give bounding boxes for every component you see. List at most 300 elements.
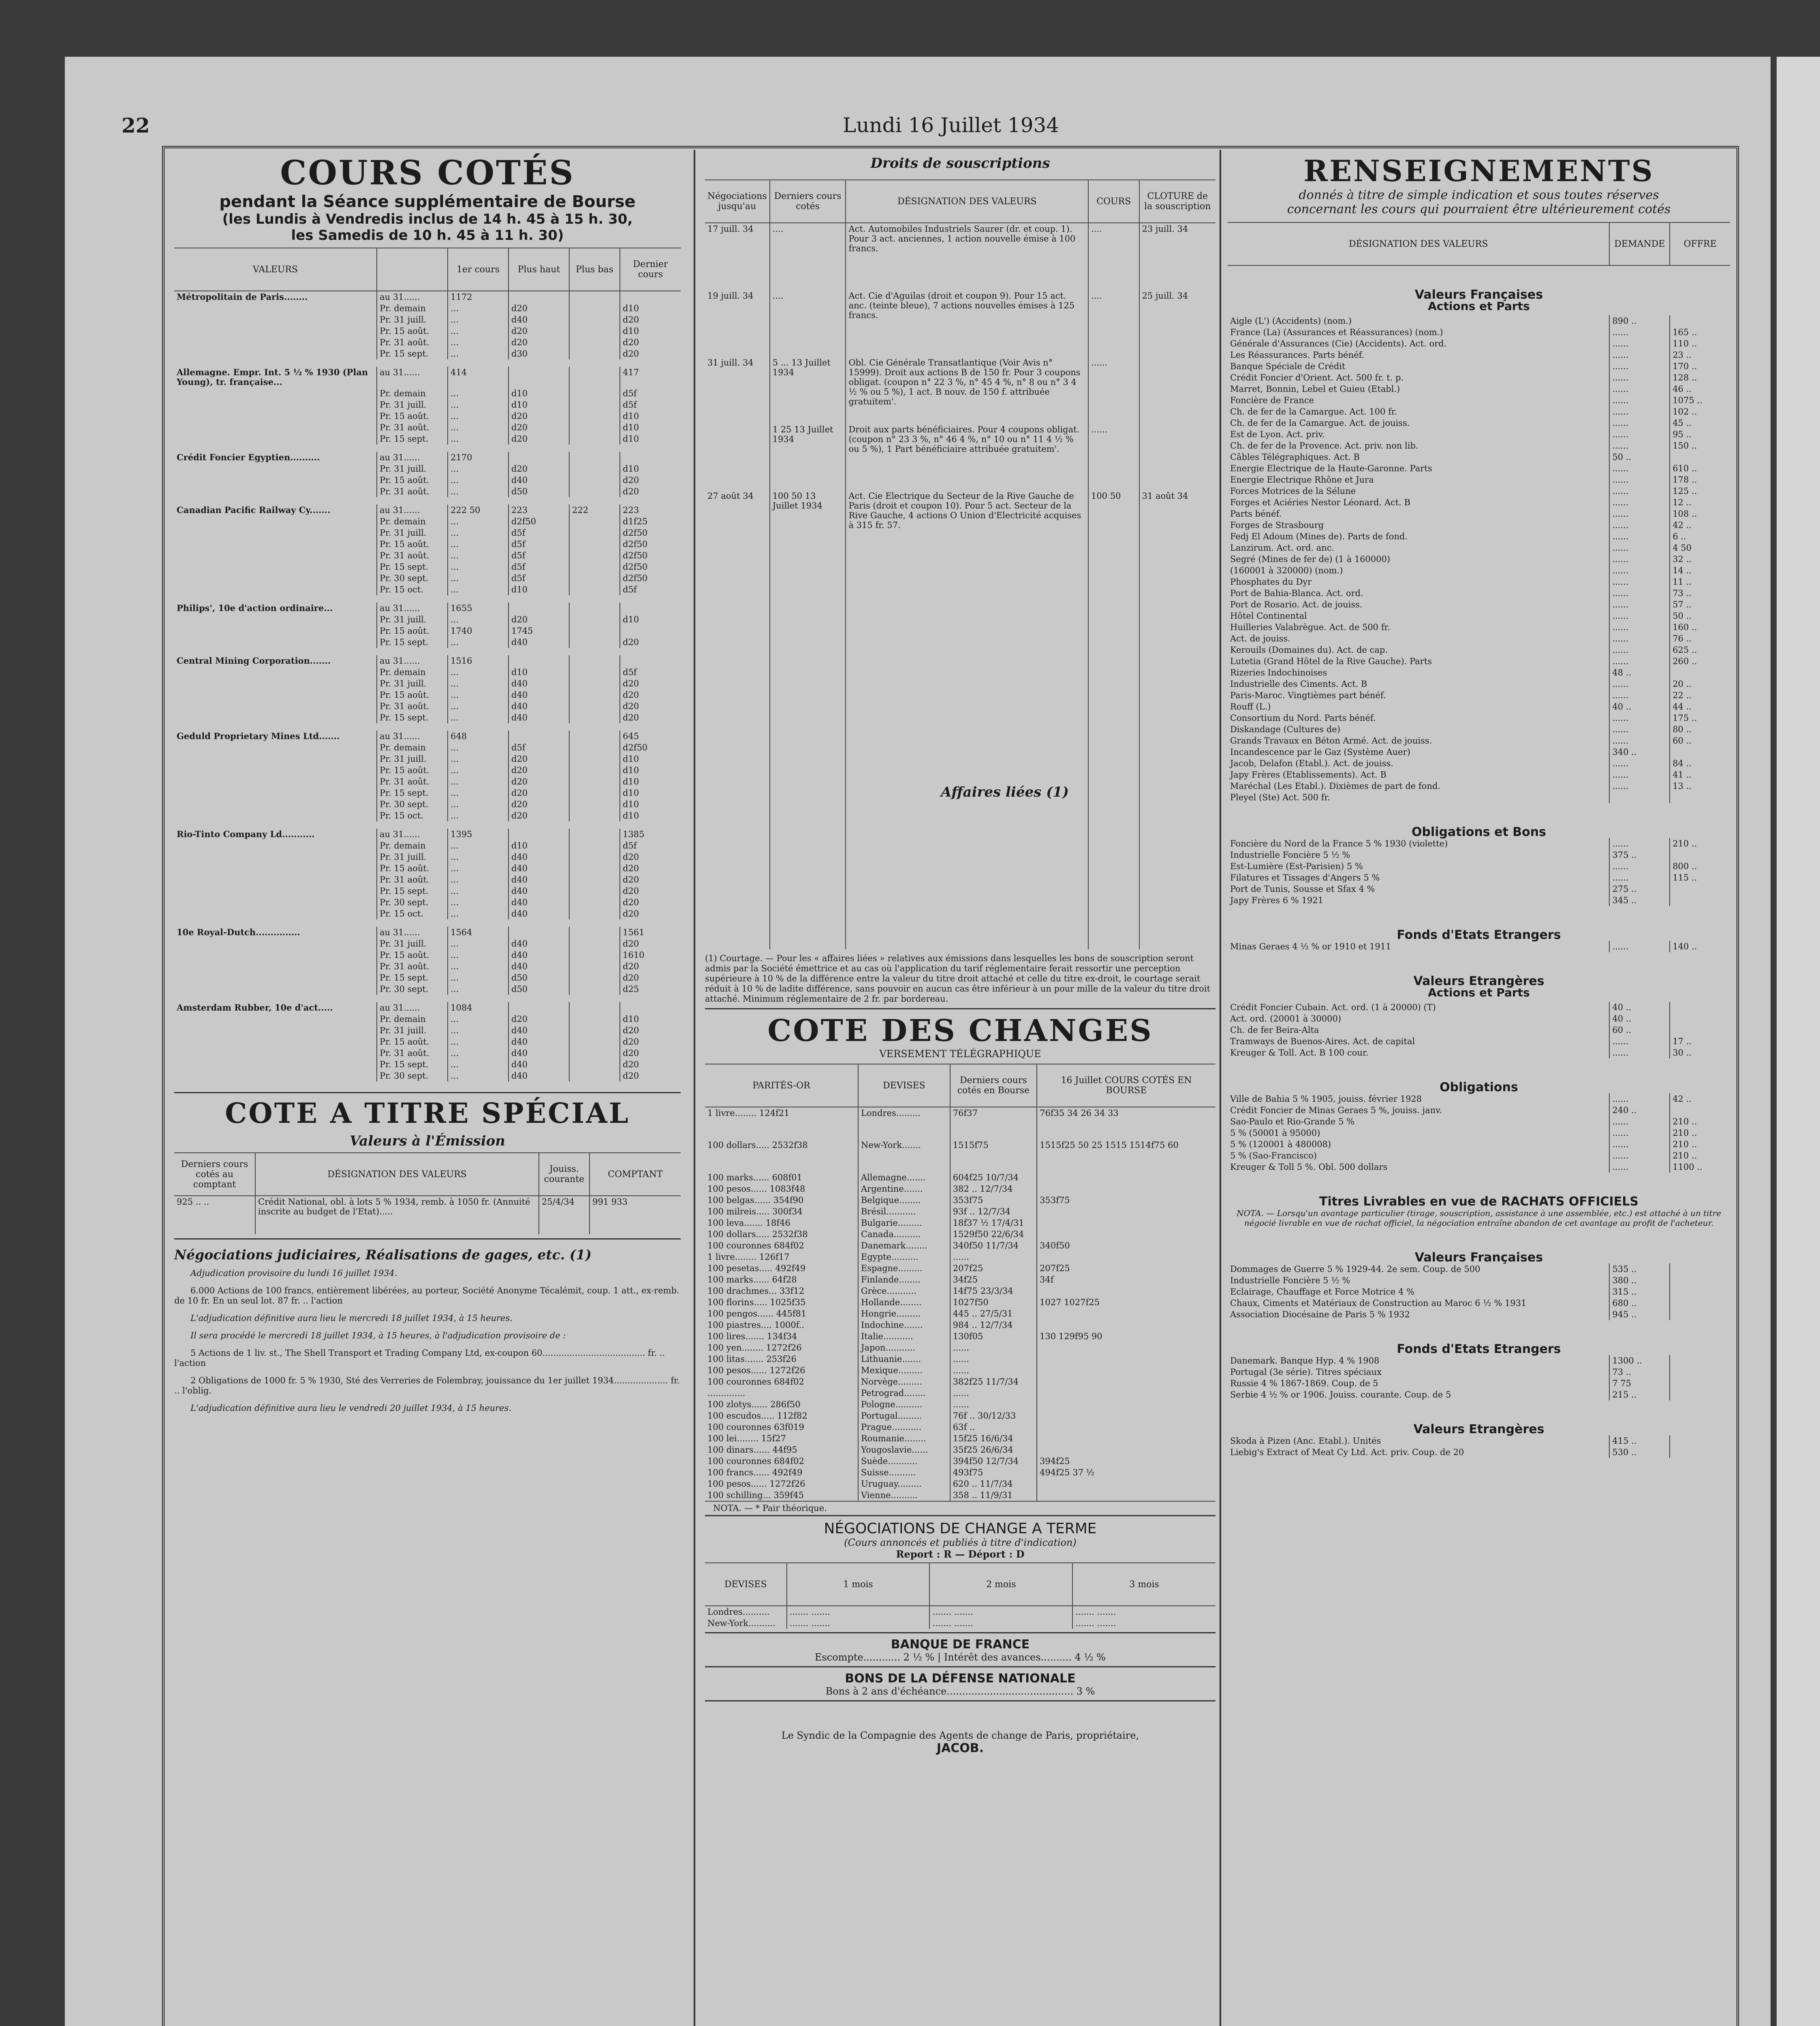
renseignement-cell: Port de Bahia-Blanca. Act. ord. (1230, 588, 1363, 598)
renseignement-cell: 108 .. (1670, 508, 1730, 519)
changes-cell: 394f25 (1037, 1455, 1215, 1467)
table-row (174, 388, 681, 399)
table-cell: d25 (620, 983, 681, 995)
table-row (1228, 883, 1730, 895)
table-cell (569, 452, 620, 463)
renseignement-cell: 23 .. (1670, 349, 1730, 361)
table-cell: d2f50 (620, 742, 681, 753)
valeur-name: Geduld Proprietary Mines Ltd....... (177, 731, 340, 741)
renseignement-cell: ...... (1609, 395, 1670, 406)
table-cell (569, 1059, 620, 1070)
renseignement-cell: 50 .. (1609, 451, 1670, 463)
table-row (705, 1433, 1215, 1444)
renseignement-cell: 160 .. (1670, 622, 1730, 633)
table-cell (569, 314, 620, 325)
table-row (1228, 758, 1730, 769)
droits-cell: Act. Cie d'Aguilas (droit et coupon 9). Pour 15 act. anc. (teinte bleue), 7 actions nouvelles émises à 125 francs. (846, 290, 1088, 357)
special-header: Jouiss. courante (539, 1153, 590, 1196)
valeur-name (174, 527, 377, 539)
renseignement-cell: 40 .. (1609, 1002, 1670, 1013)
table-cell (569, 972, 620, 983)
changes-cell (1037, 1490, 1215, 1501)
table-row (1228, 315, 1730, 327)
negociation-line: L'adjudication définitive aura lieu le vendredi 20 juillet 1934, à 15 heures. (190, 1403, 512, 1413)
table-cell: 222 50 (448, 504, 508, 516)
renseignement-cell: ...... (1609, 440, 1670, 451)
renseignement-cell: 680 .. (1609, 1297, 1670, 1309)
special-header: COMPTANT (590, 1153, 681, 1196)
renseignement-cell: ...... (1609, 554, 1670, 565)
table-row (705, 290, 1215, 357)
table-cell: d5f (508, 742, 569, 753)
table-cell: d40 (508, 637, 569, 648)
renseignement-cell: 13 .. (1670, 780, 1730, 792)
table-cell (569, 527, 620, 539)
terme-table (705, 1562, 1215, 1629)
renseignement-cell: Jacob, Delafon (Etabl.). Act. de jouiss. (1230, 759, 1393, 768)
table-row (1228, 1093, 1730, 1105)
table-cell: 1172 (448, 291, 508, 303)
renseignement-cell (1670, 1309, 1730, 1320)
renseignement-cell: Lutetia (Grand Hôtel de la Rive Gauche). Parts (1230, 656, 1432, 666)
table-row (174, 614, 681, 625)
table-cell: d20 (620, 851, 681, 863)
table-cell: d2f50 (620, 527, 681, 539)
renseignement-cell (1670, 1024, 1730, 1036)
changes-cell: ...... (950, 1342, 1037, 1353)
spacer-row (174, 995, 681, 1002)
changes-header: DEVISES (858, 1064, 950, 1107)
changes-cell: 100 drachmes... 33f12 (707, 1286, 805, 1296)
table-cell: au 31...... (377, 829, 448, 840)
table-cell: ... (448, 1047, 508, 1059)
renseignement-cell: ...... (1609, 622, 1670, 633)
table-cell: d20 (620, 337, 681, 348)
renseignement-cell: Fedj El Adoum (Mines de). Parts de fond. (1230, 532, 1408, 541)
table-cell (569, 667, 620, 678)
droits-cell (1139, 357, 1215, 424)
table-row (1228, 895, 1730, 906)
table-cell: d10 (620, 614, 681, 625)
table-row (1228, 1447, 1730, 1458)
renseignement-cell: Port de Tunis, Sousse et Sfax 4 % (1230, 884, 1375, 894)
changes-cell: Mexique......... (858, 1365, 950, 1376)
table-cell: Pr. 15 août. (377, 949, 448, 961)
table-cell: d2f50 (620, 573, 681, 584)
section-title: Fonds d'Etats Etrangers (1397, 1342, 1561, 1356)
renseignement-cell: Chaux, Ciments et Matériaux de Construction au Maroc 6 ½ % 1931 (1230, 1298, 1527, 1308)
renseignement-cell: Crédit Foncier Cubain. Act. ord. (1 à 20000) (T) (1230, 1002, 1436, 1012)
valeur-name (174, 863, 377, 874)
renseignement-cell (1670, 1263, 1730, 1275)
changes-cell: ...... (950, 1365, 1037, 1376)
table-cell (508, 291, 569, 303)
valeur-name (174, 539, 377, 550)
table-cell (569, 908, 620, 919)
table-cell: ... (448, 712, 508, 723)
renseignement-cell: 73 .. (1670, 588, 1730, 599)
table-cell: Pr. 31 juill. (377, 938, 448, 949)
renseignement-cell (1670, 1002, 1730, 1013)
section-title: Valeurs Etrangères (1413, 974, 1544, 988)
changes-cell: Norvège......... (858, 1376, 950, 1387)
section-title-row (1228, 1058, 1730, 1093)
renseignement-cell: 14 .. (1670, 565, 1730, 576)
table-cell: d50 (508, 486, 569, 497)
negociations-title: Négociations judiciaires, Réalisations de gages, etc. (1) (174, 1247, 592, 1263)
table-cell: Pr. 30 sept. (377, 1070, 448, 1081)
table-cell: d10 (620, 753, 681, 765)
table-cell: ... (448, 337, 508, 348)
renseignement-cell: ...... (1609, 633, 1670, 644)
table-cell (569, 840, 620, 851)
table-row (174, 689, 681, 701)
table-cell: d50 (508, 972, 569, 983)
spacer-row (174, 821, 681, 829)
table-row (705, 1421, 1215, 1433)
table-row (174, 463, 681, 474)
empty-cell (705, 557, 770, 949)
renseignement-cell: ...... (1609, 463, 1670, 474)
renseignement-cell: 57 .. (1670, 599, 1730, 610)
table-cell: 1745 (508, 625, 569, 637)
table-cell: 222 (569, 504, 620, 516)
renseignement-cell: Forces Motrices de la Sélune (1230, 486, 1356, 496)
renseignement-cell: Kerouils (Domaines du). Act. de cap. (1230, 645, 1388, 655)
table-cell (569, 863, 620, 874)
renseignement-cell (1670, 1355, 1730, 1366)
table-cell: Pr. 15 sept. (377, 433, 448, 445)
table-cell: Pr. 30 sept. (377, 799, 448, 810)
renseignement-cell: Skoda à Pizen (Anc. Etabl.). Unités (1230, 1436, 1381, 1446)
changes-cell (1037, 1444, 1215, 1455)
changes-subtitle: VERSEMENT TÉLÉGRAPHIQUE (879, 1048, 1041, 1060)
table-cell: Pr. 15 sept. (377, 712, 448, 723)
table-cell (569, 422, 620, 433)
table-cell: d40 (508, 938, 569, 949)
table-cell: Pr. 15 sept. (377, 637, 448, 648)
changes-cell: 100 litas....... 253f26 (707, 1354, 797, 1364)
renseignement-cell: 1300 .. (1609, 1355, 1670, 1366)
table-cell: Pr. 15 août. (377, 765, 448, 776)
spacer-row (174, 723, 681, 731)
table-cell: Pr. 31 juill. (377, 614, 448, 625)
changes-cell: ...... (950, 1399, 1037, 1410)
droits-cell: ...... (1088, 424, 1139, 491)
table-cell (569, 486, 620, 497)
table-cell: ... (448, 840, 508, 851)
table-cell: ... (448, 851, 508, 863)
table-cell: ... (448, 561, 508, 573)
table-row (174, 637, 681, 648)
table-cell: d40 (508, 701, 569, 712)
valeur-name (174, 885, 377, 897)
cours-cotes-header: 1er cours (448, 248, 508, 291)
empty-cell (846, 557, 1088, 949)
valeur-name (174, 776, 377, 787)
special-header: DÉSIGNATION DES VALEURS (255, 1153, 539, 1196)
table-row (1228, 327, 1730, 338)
changes-cell: Argentine....... (858, 1183, 950, 1195)
renseignement-cell: 610 .. (1670, 463, 1730, 474)
renseignement-cell: ...... (1609, 1116, 1670, 1127)
valeur-name: Allemagne. Empr. Int. 5 ½ % 1930 (Plan Young), tr. française... (177, 367, 368, 387)
table-cell: 223 (508, 504, 569, 516)
table-row (1228, 849, 1730, 861)
changes-cell: 14f75 23/3/34 (950, 1285, 1037, 1297)
renseignement-cell: 175 .. (1670, 712, 1730, 724)
renseignement-cell: Ch. de fer de la Camargue. Act. de jouiss. (1230, 418, 1410, 428)
valeur-name (174, 742, 377, 753)
table-cell: Pr. 15 sept. (377, 348, 448, 359)
table-row (174, 874, 681, 885)
table-cell: d20 (620, 1025, 681, 1036)
renseignement-cell: 42 .. (1670, 519, 1730, 531)
table-cell (569, 474, 620, 486)
table-cell: d40 (508, 961, 569, 972)
table-cell: Pr. demain (377, 667, 448, 678)
table-cell: ... (448, 463, 508, 474)
changes-cell: 1529f50 22/6/34 (950, 1229, 1037, 1240)
terme-title: NÉGOCIATIONS DE CHANGE A TERME (824, 1520, 1097, 1537)
droits-cell: Act. Cie Electrique du Secteur de la Rive Gauche de Paris (droit et coupon 10). Pour 5 act. Secteur de la Rive Gauche, 4 actions O Union d'Electricité acquises à 315 fr. 57. (846, 490, 1088, 557)
table-row (174, 474, 681, 486)
table-cell: Pr. 15 oct. (377, 584, 448, 595)
table-row (174, 603, 681, 614)
renseignements-sub1: donnés à titre de simple indication et sous toutes réserves (1299, 188, 1659, 202)
table-cell: d20 (508, 787, 569, 799)
renseignement-cell: Paris-Maroc. Vingtièmes part bénéf. (1230, 690, 1386, 700)
renseignement-cell: Danemark. Banque Hyp. 4 % 1908 (1230, 1356, 1380, 1366)
table-cell: d40 (508, 474, 569, 486)
changes-cell: Suisse.......... (858, 1467, 950, 1478)
valeur-name (174, 561, 377, 573)
changes-cell (1037, 1206, 1215, 1217)
renseignement-cell: Hôtel Continental (1230, 611, 1307, 621)
table-row (1228, 1127, 1730, 1139)
table-row (1228, 690, 1730, 701)
table-cell: d5f (620, 399, 681, 410)
changes-cell: 93f .. 12/7/34 (950, 1206, 1037, 1217)
valeur-name (174, 712, 377, 723)
table-row (1228, 622, 1730, 633)
bons-title: BONS DE LA DÉFENSE NATIONALE (845, 1671, 1076, 1686)
negociation-line: 5 Actions de 1 liv. st., The Shell Transport et Trading Company Ltd, ex-coupon 60...................................... fr. .. l'action (174, 1348, 665, 1368)
changes-cell: Indochine....... (858, 1319, 950, 1331)
renseignement-cell: 40 .. (1609, 701, 1670, 712)
table-row (174, 667, 681, 678)
table-row (174, 539, 681, 550)
renseignement-cell (1670, 667, 1730, 678)
renseignement-cell: Phosphates du Dyr (1230, 577, 1312, 587)
droits-cell: 25 juill. 34 (1139, 290, 1215, 357)
droits-cell: 17 juill. 34 (707, 224, 754, 234)
renseignement-cell: 125 .. (1670, 485, 1730, 497)
table-row (1228, 769, 1730, 780)
table-cell: Pr. 31 juill. (377, 1025, 448, 1036)
droits-cell: .... (770, 290, 846, 357)
table-row (705, 424, 1215, 491)
table-row (174, 291, 681, 303)
table-cell (569, 550, 620, 561)
table-cell (569, 614, 620, 625)
table-row (705, 1387, 1215, 1399)
table-cell: d10 (620, 325, 681, 337)
table-cell (508, 731, 569, 742)
table-row (1228, 724, 1730, 735)
changes-cell: 207f25 (950, 1263, 1037, 1274)
valeur-name: Canadian Pacific Railway Cy....... (177, 505, 331, 515)
renseignement-cell (1670, 849, 1730, 861)
changes-cell: Londres......... (858, 1107, 950, 1139)
section-title-row (1228, 1173, 1730, 1207)
table-cell: ... (448, 863, 508, 874)
changes-cell: 130 129f95 90 (1037, 1331, 1215, 1342)
renseignement-cell: Huilleries Valabrègue. Act. de 500 fr. (1230, 622, 1390, 632)
changes-cell (1037, 1229, 1215, 1240)
cours-cotes-header: Plus bas (569, 248, 620, 291)
table-row (174, 1047, 681, 1059)
renseignement-cell: ...... (1609, 735, 1670, 746)
changes-cell: 382f25 11/7/34 (950, 1376, 1037, 1387)
table-cell: ... (448, 637, 508, 648)
table-cell (508, 1002, 569, 1013)
changes-cell: 100 couronnes 684f02 (707, 1241, 804, 1250)
renseignement-cell: 210 .. (1670, 838, 1730, 849)
droits-cell: 1 25 13 Juillet 1934 (770, 424, 846, 491)
table-row (705, 1365, 1215, 1376)
changes-cell: Yougoslavie...... (858, 1444, 950, 1455)
table-cell: ... (448, 810, 508, 821)
changes-cell: 1 livre........ 124f21 (707, 1108, 790, 1118)
renseignement-cell: ...... (1609, 406, 1670, 417)
table-cell: d20 (508, 410, 569, 422)
table-cell: d10 (508, 399, 569, 410)
table-cell (569, 678, 620, 689)
renseignement-cell: ...... (1609, 508, 1670, 519)
table-cell (569, 731, 620, 742)
spacer-row (174, 497, 681, 504)
cours-cotes-subtitle: pendant la Séance supplémentaire de Bourse (219, 192, 636, 211)
valeur-name: Amsterdam Rubber, 10e d'act..... (177, 1002, 333, 1013)
table-cell: d20 (508, 753, 569, 765)
changes-cell: 100 escudos..... 112f82 (707, 1411, 807, 1421)
table-cell: 223 (620, 504, 681, 516)
renseignement-cell: Foncière de France (1230, 395, 1314, 405)
changes-cell: 1515f75 (950, 1139, 1037, 1172)
renseignement-cell: Forges et Aciéries Nestor Léonard. Act. B (1230, 498, 1411, 507)
valeur-name (174, 667, 377, 678)
section-subtitle-row (1228, 301, 1730, 315)
table-cell: d20 (620, 1070, 681, 1081)
table-row (705, 1444, 1215, 1455)
table-row (1228, 1047, 1730, 1058)
renseignement-cell: 32 .. (1670, 554, 1730, 565)
table-cell: d20 (508, 422, 569, 433)
table-cell: ... (448, 753, 508, 765)
table-cell: ... (448, 399, 508, 410)
table-cell: Pr. 31 juill. (377, 527, 448, 539)
changes-cell: 100 schilling... 359f45 (707, 1490, 804, 1500)
table-row (1228, 451, 1730, 463)
valeur-name (174, 314, 377, 325)
table-cell: d20 (620, 874, 681, 885)
renseignement-cell: 41 .. (1670, 769, 1730, 780)
bons-rate: Bons à 2 ans d'échéance......................................... 3 % (825, 1686, 1095, 1697)
valeur-name (174, 972, 377, 983)
table-row (174, 678, 681, 689)
table-cell: d20 (508, 325, 569, 337)
section-title: Valeurs Françaises (1414, 288, 1543, 302)
valeur-name (174, 753, 377, 765)
table-cell (569, 291, 620, 303)
renseignement-cell (1670, 1286, 1730, 1297)
terme-report: Report : R — Déport : D (896, 1548, 1025, 1560)
table-cell: d40 (508, 314, 569, 325)
valeur-name (174, 961, 377, 972)
renseignement-cell (1670, 315, 1730, 327)
special-cell: 991 933 (590, 1196, 681, 1234)
changes-cell: 100 lires....... 134f34 (707, 1331, 797, 1341)
table-cell (569, 410, 620, 422)
table-cell: ... (448, 742, 508, 753)
table-cell: d20 (620, 701, 681, 712)
table-row (174, 314, 681, 325)
table-cell: d20 (508, 337, 569, 348)
negociation-line: 6.000 Actions de 100 francs, entièrement libérées, au porteur, Société Anonyme Técalémit, coup. 1 att., ex-remb. de 10 fr. En un seul lot. 87 fr. .. l'action (174, 1286, 679, 1306)
table-cell (569, 561, 620, 573)
table-cell: 417 (620, 367, 681, 388)
renseignement-cell: ...... (1609, 1036, 1670, 1047)
changes-cell: 34f25 (950, 1274, 1037, 1285)
changes-cell (1037, 1376, 1215, 1387)
renseignement-cell: Association Diocésaine de Paris 5 % 1932 (1230, 1310, 1410, 1319)
table-cell: ... (448, 433, 508, 445)
table-cell (569, 712, 620, 723)
valeur-name (174, 949, 377, 961)
renseignement-cell: Segré (Mines de fer de) (1 à 160000) (1230, 554, 1391, 564)
table-cell: d20 (620, 474, 681, 486)
renseignement-cell: 128 .. (1670, 372, 1730, 383)
renseignement-cell: 380 .. (1609, 1275, 1670, 1286)
changes-cell: Vienne.......... (858, 1490, 950, 1501)
droits-cell: .... (770, 223, 846, 290)
table-row (1228, 1297, 1730, 1309)
renseignement-cell: 48 .. (1609, 667, 1670, 678)
renseignements-table (1228, 222, 1730, 1458)
renseignement-cell (1670, 1435, 1730, 1447)
table-cell: d20 (620, 486, 681, 497)
renseignement-cell: ...... (1609, 474, 1670, 485)
table-row (705, 1172, 1215, 1183)
changes-cell: ...... (950, 1251, 1037, 1263)
renseignements-sub2: concernant les cours qui pourraient être ultérieurement cotés (1287, 202, 1671, 216)
table-cell: d30 (508, 348, 569, 359)
table-row (705, 1139, 1215, 1172)
valeur-name (174, 388, 377, 399)
renseignement-cell (1670, 1447, 1730, 1458)
negociations-text (174, 1268, 681, 1413)
table-cell: Pr. 31 juill. (377, 314, 448, 325)
table-cell: d20 (620, 897, 681, 908)
table-cell: d20 (508, 776, 569, 787)
table-row (1228, 838, 1730, 849)
table-cell: d10 (508, 840, 569, 851)
table-cell: Pr. demain (377, 516, 448, 527)
table-cell: ... (448, 314, 508, 325)
table-cell: Pr. 15 août. (377, 689, 448, 701)
table-row (174, 753, 681, 765)
